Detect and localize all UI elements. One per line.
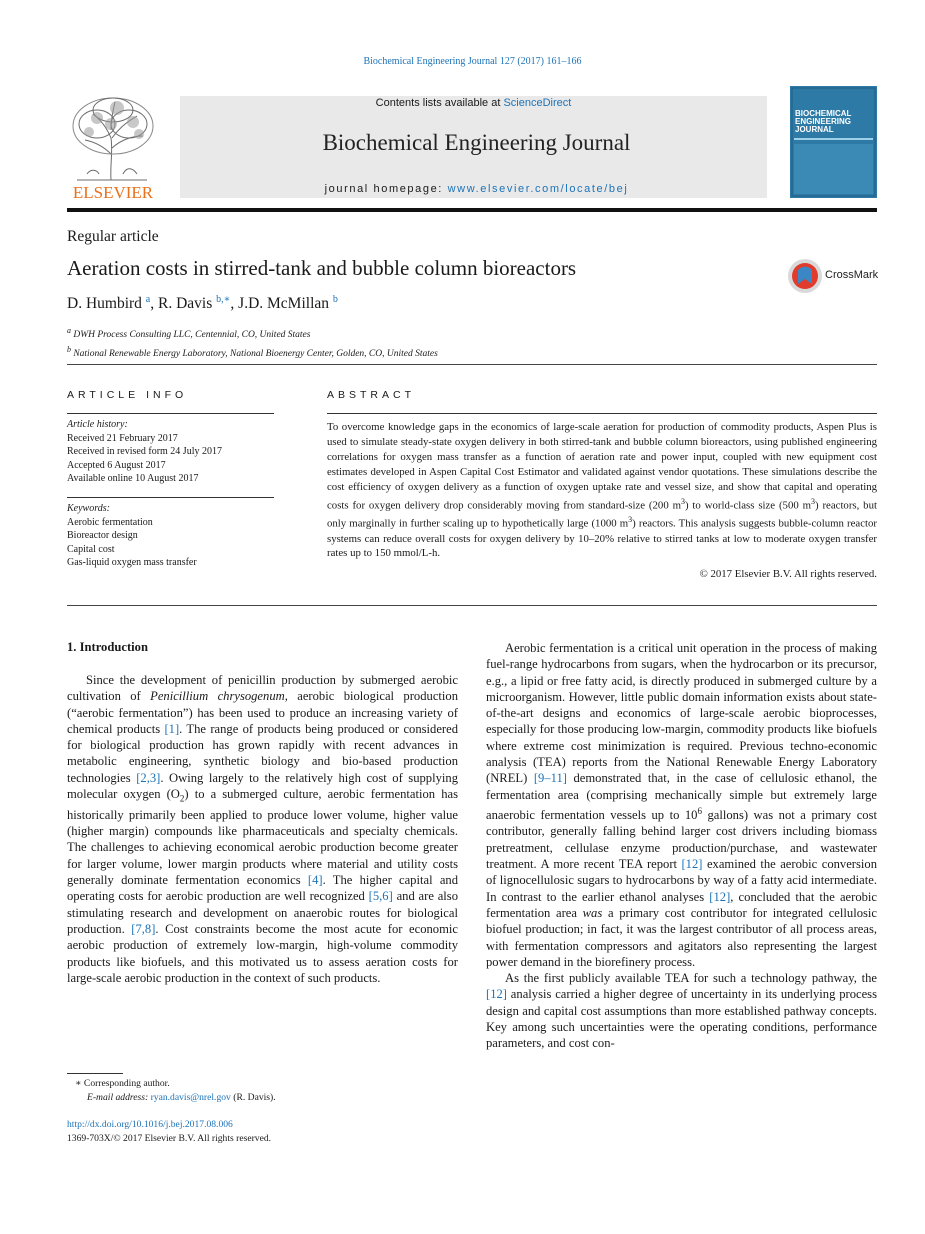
text-run: a primary cost contributor for integrated cellulosic biofuel production; in fact, it was the largest contributor of all process areas, with fermentation compressors and agitators also representing the largest power demand in the biorefinery process. — [486, 905, 877, 969]
email-link[interactable]: ryan.davis@nrel.gov — [150, 1091, 231, 1103]
history-item: Received in revised form 24 July 2017 — [67, 446, 222, 457]
doi-link[interactable]: http://dx.doi.org/10.1016/j.bej.2017.08.006 — [67, 1119, 233, 1130]
citation-link[interactable]: [12] — [709, 889, 731, 904]
homepage-link[interactable]: www.elsevier.com/locate/bej — [447, 183, 629, 195]
author-list — [67, 294, 338, 313]
citation-link[interactable]: [1] — [164, 721, 180, 736]
abstract-part: ) reactors, but only marginally in further scaling up to hypothetically large (1000 — [327, 499, 877, 530]
text-run: . Owing largely to the relatively high cost of supplying molecular oxygen (O — [67, 770, 458, 802]
keyword: Capital cost — [67, 543, 115, 555]
keyword: Bioreactor design — [67, 530, 138, 541]
abstract-unit: m — [616, 517, 629, 530]
sciencedirect-link[interactable]: ScienceDirect — [503, 97, 572, 109]
cover-art-icon — [790, 86, 877, 198]
citation-link[interactable]: [7,8] — [131, 921, 156, 936]
text-run: . The range of products being produced or considered for biological production has grown rapidly with recent advances in metabolic engineering, synthetic biology and bio-based production technologies — [67, 721, 458, 785]
keywords — [67, 502, 277, 570]
article-title: Aeration costs in stirred-tank and bubble column bioreactors — [67, 256, 577, 280]
citation-link[interactable]: [12] — [486, 987, 507, 1002]
history-item: Received 21 February 2017 — [67, 432, 178, 444]
journal-reference[interactable]: Biochemical Engineering Journal 127 (2017) 161–166 — [363, 56, 582, 67]
affiliation-a — [67, 324, 438, 343]
article-history — [67, 418, 277, 486]
abstract-part: ) to world-class size (500 — [684, 499, 799, 512]
history-item: Accepted 6 August 2017 — [67, 459, 166, 471]
article-info-heading: ARTICLE INFO — [67, 389, 188, 401]
intro-column-left — [67, 672, 458, 986]
affiliation-mark: a — [67, 326, 71, 335]
elsevier-tree-icon — [67, 94, 159, 202]
author-name[interactable]: D. Humbird — [67, 295, 142, 313]
footnote-rule — [67, 1073, 123, 1074]
abstract-superscript: 3 — [628, 515, 633, 525]
elsevier-logo[interactable] — [67, 94, 159, 202]
abstract-part: ) reactors. This analysis suggests bubble-column reactor systems can reduce overall costs for oxygen delivery by 10–20% relative to stirred tanks at low to moderate oxygen transfer rates up to 150 mmol/L-h. — [327, 517, 877, 560]
crossmark-badge[interactable] — [787, 258, 879, 294]
text-run: demonstrated that, in the case of cellulosic ethanol, the fermentation area (comprising mechanically simple but extremely large anaerobic fermentation vessels up to 10 — [486, 771, 877, 823]
homepage-prefix: journal homepage: — [324, 183, 448, 195]
author-separator: , — [150, 295, 158, 313]
text-run: Since the development of penicillin production by submerged aerobic cultivation of — [67, 673, 458, 704]
keyword: Gas-liquid oxygen mass transfer — [67, 557, 197, 568]
email-suffix: (R. Davis). — [230, 1091, 276, 1103]
article-type: Regular article — [67, 228, 159, 245]
abstract-superscript: 3 — [680, 496, 685, 506]
citation-link[interactable]: [2,3] — [136, 770, 161, 785]
header-rule — [67, 208, 877, 212]
abstract-rule — [327, 413, 877, 414]
citation-link[interactable]: [12] — [681, 857, 703, 872]
contents-prefix: Contents lists available at — [375, 97, 504, 109]
journal-cover-thumbnail[interactable] — [790, 86, 877, 198]
crossmark-icon — [787, 258, 823, 294]
species-name: Penicillium chrysogenum — [150, 689, 285, 704]
author-affiliation-mark[interactable]: b — [332, 294, 338, 305]
crossmark-label: CrossMark — [825, 269, 879, 281]
citation-link[interactable]: [9–11] — [533, 771, 567, 786]
text-run: . The higher capital and operating costs for aerobic production are well recognized — [67, 873, 458, 904]
text-run: , concluded that the aerobic fermentation area — [486, 889, 877, 920]
contents-line — [180, 97, 767, 109]
superscript: 6 — [697, 805, 702, 816]
citation-link[interactable]: [4] — [307, 873, 323, 888]
corresponding-author-note — [75, 1077, 375, 1104]
text-run: As the first publicly available TEA for such a technology pathway, the — [505, 971, 877, 986]
doi-block — [67, 1118, 387, 1145]
affiliation-b — [67, 343, 438, 362]
author-affiliation-mark[interactable]: b,∗ — [216, 294, 231, 305]
introduction-heading: 1. Introduction — [67, 640, 148, 654]
affiliation-text: DWH Process Consulting LLC, Centennial, CO, United States — [73, 330, 311, 341]
intro-paragraph — [486, 640, 877, 970]
text-run: Aerobic fermentation is a critical unit operation in the process of making fuel-range hydrocarbons from sugars, when the hydrocarbon or its precursor, e.g., a lipid or free fatty acid, is directly produced in submerged culture by a microorganism. However, little public domain information exists about state-of-the-art designs and economics of large-scale aerobic bioprocesses, especially for those producing low-margin, commodity products like biofuels where extreme cost minimization is required. Previous techno-economic analysis (TEA) reports from the National Renewable Energy Laboratory (NREL) — [486, 641, 877, 786]
author-affiliation-mark[interactable]: a — [145, 294, 151, 305]
affiliation-text: National Renewable Energy Laboratory, National Bioenergy Center, Golden, CO, United States — [73, 348, 438, 359]
keywords-label: Keywords: — [67, 503, 110, 514]
emphasis: was — [582, 905, 603, 920]
elsevier-wordmark: ELSEVIER — [72, 183, 154, 202]
text-run: , aerobic biological production (“aerobic fermentation”) has been used to produce an increasing variety of chemical products — [67, 689, 458, 736]
text-run: . Cost constraints become the most acute for economic aerobic production of extremely low-margin, high-volume commodity products like biofuels, and this motivated us to assess aeration costs for large-scale aerobic production in the context of such products. — [67, 921, 458, 985]
journal-title: Biochemical Engineering Journal — [322, 130, 631, 155]
author-name[interactable]: R. Davis — [158, 295, 213, 313]
keywords-rule — [67, 497, 274, 498]
cover-title: BIOCHEMICAL ENGINEERING JOURNAL — [795, 109, 852, 134]
keyword: Aerobic fermentation — [67, 516, 153, 528]
text-run: and are also stimulating research and development on anaerobic routes for biological production. — [67, 889, 459, 936]
citation-link[interactable]: [5,6] — [368, 889, 393, 904]
history-label: Article history: — [67, 419, 128, 430]
text-run: analysis carried a higher degree of uncertainty in its underlying process design and capital cost assumptions than more established pathway concepts. Key among such uncertainties were the operating conditions, performance parameters, and cost con- — [486, 987, 877, 1051]
abstract-heading: ABSTRACT — [327, 389, 416, 401]
email-label: E-mail address: — [87, 1091, 151, 1103]
affiliation-rule — [67, 364, 877, 365]
corresponding-author-label: ∗ Corresponding author. — [75, 1078, 170, 1089]
article-info-rule — [67, 413, 274, 414]
abstract-text — [327, 420, 877, 561]
issn-copyright: 1369-703X/© 2017 Elsevier B.V. All rights reserved. — [67, 1132, 272, 1144]
subscript: 2 — [179, 793, 185, 804]
body-rule — [67, 605, 877, 606]
author-name[interactable]: J.D. McMillan — [238, 295, 330, 313]
affiliations — [67, 324, 438, 361]
intro-column-right — [486, 640, 877, 1052]
text-run: gallons) was not a primary cost contributor, generally falling behind larger cost drivers including biomass pretreatment, cellulase enzyme production/purchase, and wastewater treatment. A more recent TEA report — [486, 808, 877, 872]
text-run: ) to a submerged culture, aerobic fermentation has historically primarily been applied to produce lower volume, higher value (higher margin) compounds like pharmaceuticals and specialty chemicals. The challenges to achieving economical aerobic production become greater for larger volume, lower margin products where material and utility costs generally dominate fermentation economics — [67, 787, 458, 888]
abstract-copyright: © 2017 Elsevier B.V. All rights reserved. — [699, 568, 877, 580]
abstract-unit: m — [798, 499, 812, 512]
history-item: Available online 10 August 2017 — [67, 473, 199, 484]
email-line — [75, 1091, 375, 1105]
abstract-superscript: 3 — [811, 496, 816, 506]
abstract-unit: m — [668, 499, 681, 512]
intro-paragraph — [486, 970, 877, 1051]
abstract-part: To overcome knowledge gaps in the economics of large-scale aeration for production of commodity products, Aspen Plus is used to simulate steady-state oxygen delivery in both stirred-tank and bubble column bioreactors, using published engineering correlations for oxygen mass transfer as a function of aeration rate and power input, coupled with new equipment cost estimates developed in Aspen Capital Cost Estimator and validated against vendor quotations. These simulations describe the cost efficiency of oxygen delivery as a function of oxygen uptake rate and vessel size, and show that capital and operating costs for oxygen delivery drop considerably moving from standard-size (200 — [327, 421, 877, 512]
journal-homepage — [180, 183, 773, 195]
intro-paragraph — [67, 672, 458, 986]
text-run: examined the aerobic conversion of lignocellulosic sugars to hydrocarbons by way of a fatty acid intermediate. In contrast to the earlier ethanol analyses — [486, 857, 877, 904]
author-separator: , — [230, 295, 239, 313]
affiliation-mark: b — [67, 344, 71, 354]
